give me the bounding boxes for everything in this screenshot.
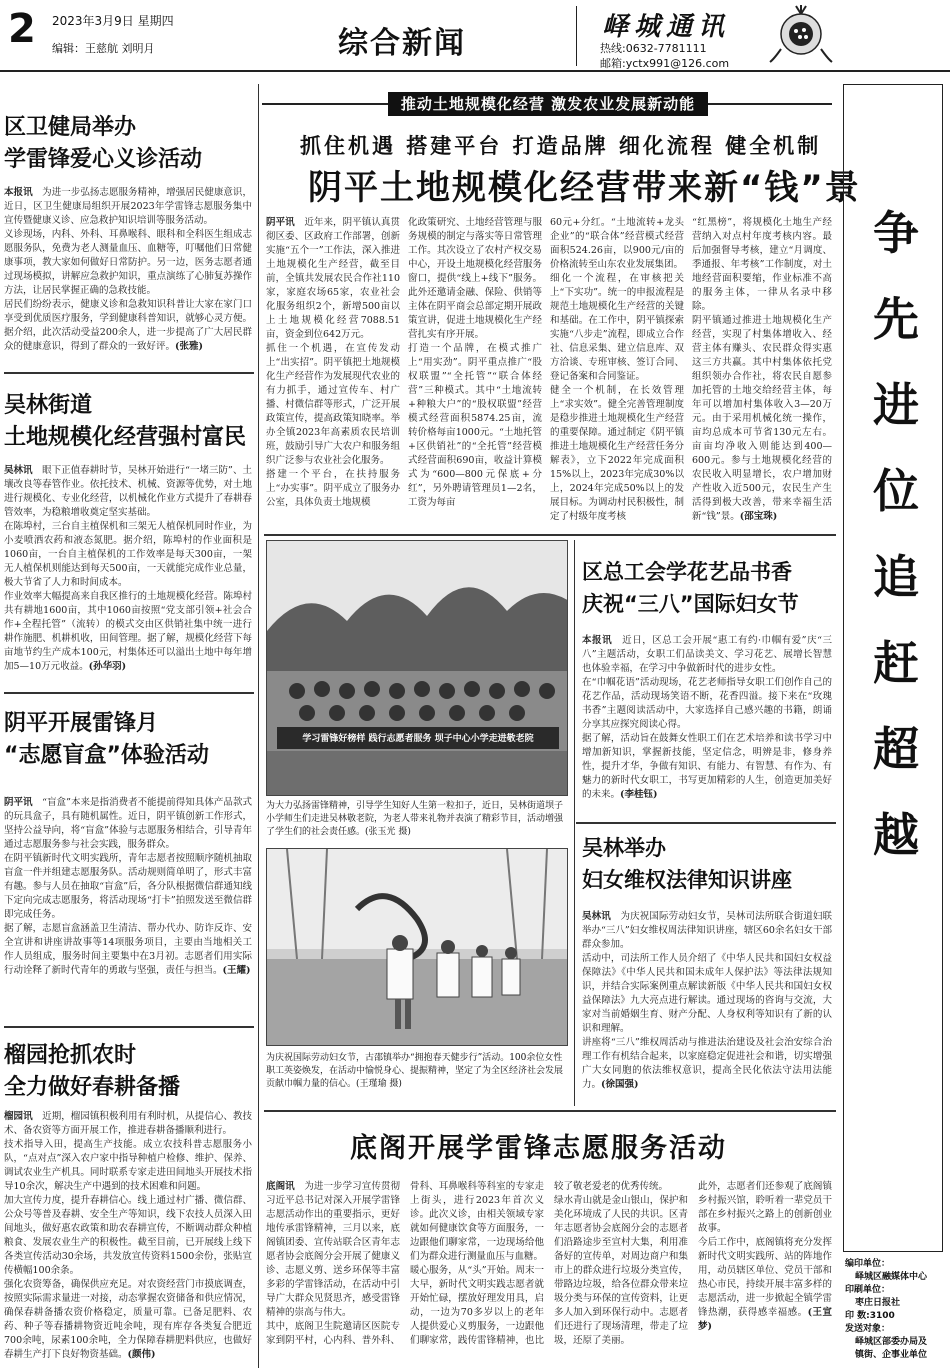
article-text: 近期，榴园镇积极利用有利时机，从提信心、教技术、备农资等方面开展工作，推进春耕备播顺利进行。 技术指导入田，提高生产技能。成立农技科普志愿服务小队，“点对点”深入农户家中指导种植户检修、维护、保养、调试农业生产机具。同时联系专家走进田间地头开展技术指导10余次，解决生产中遇到的技术困难和问题。 加大宣传力度，提升春耕信心。线上通过村广播、微信群、公众号等普及春耕、安全生产等知识，线下农技人员深入田间地头，做好惠农政策和助农春耕宣传，不断调动群众种植粮食、发展农业生产的积极性。截至目前，已开展线上线下各类宣传活动30余场，共发放宣传资料1500余份，张贴宣传横幅100余条。 强化农资筹备，确保供应充足。对农资经营门市摸底调查，按照实际需求量进一对接，动态掌握农资储备和供应情况，确保春耕备播农资价格稳定，质量可靠。已备足肥料、农药、种子等春播耕物资近吨余吨，现有库存各类复合肥近700余吨，尿素100余吨，全力保障春耕肥料供应，也做好春耕生产打下良好物资基础。 — [4, 1111, 252, 1360]
imprint-line: 峄城区部委办局及 — [855, 1337, 928, 1347]
article-title-line-1: 阴平开展雷锋月 — [4, 711, 159, 736]
article-title-line-1: 榴园抢抓农时 — [4, 1043, 137, 1068]
article-text: 为庆祝国际劳动妇女节，吴林司法所联合街道妇联举办“三八”妇女维权周法律知识讲座，辖区60余名妇女干部群众参加。 活动中，司法所工作人员介绍了《中华人民共和国妇女权益保障法》《中华人民共和国未成年人保护法》等法律法规知识，并结合实际案例重点解读新版《中华人民共和国妇女权益保障法》九大亮点进行解读。通过现场的咨询与交流，大家对当前婚姻生育、财产分配、人身权利等知识有了新的认识和理解。 讲座将“三八”维权周活动与推进法治建设及社会治安综合治理工作有机结合起来，以家庭稳定促进社会和谐，切实增强广大女同胞的依法维权意识，提高全民化依法守法用法能力。 — [582, 911, 832, 1090]
caption-text: 为庆祝国际劳动妇女节，古邵镇举办“拥抱春天健步行”活动。100余位女性职工英姿焕发，在活动中愉悦身心、提振精神，坚定了为全区经济社会发展贡献巾帼力量的信心。 — [266, 1053, 564, 1089]
photo-credit: (王瑾瑜 摄) — [356, 1079, 402, 1089]
article-title-line-1: 区卫健局举办 — [4, 115, 137, 140]
dateline: 吴林讯 — [4, 465, 33, 476]
main-kicker: 抓住机遇 搭建平台 打造品牌 细化流程 健全机制 — [300, 134, 822, 158]
article-title-line-2: 妇女维权法律知识讲座 — [582, 868, 792, 892]
email: 邮箱:yctx991@126.com — [600, 57, 730, 70]
byline: (徐国强) — [601, 1079, 639, 1090]
article-body — [582, 634, 832, 814]
article-text: 为进一步学习宣传贯彻习近平总书记对深入开展学雷锋志愿活动作出的重要指示，更好地传承雷锋精神，三月以来，底阁镇团委、宣传站联合区青年志愿者协会底阁分会开展了健康义诊、志愿义剪、送乡环保等丰富多彩的学雷锋活动，在活动中引导广大群众见贤思齐，感受雷锋精神的崇高与伟大。 其中，底阁卫生院邀请区医院专家到阴平村，心内科、普外科、骨科、耳鼻喉科等科室的专家走上街头，进行2023年首次义诊。此次义诊，由相关领域专家就如何健康饮食等方面服务，一边跟他们聊家常，一边现场给他们为群众进行测量血压与血糖。 暖心服务，从“头”开始。周末一大早，新时代文明实践志愿者就开始忙碌，摆放好理发用具，启动，一边为70多岁以上的老年人提供爱心义剪服务，一边跟他们聊家常，践传雷锋精神，也比较了敬老爱老的优秀传统。 绿水青山就是金山银山，保护和美化环境成了人民的共识。区青年志愿者协会底阁分会的志愿者们沿路途步至宣村大集，利用准备好的宣传单，对周边商户和集市上的群众进行垃圾分类宣传，带路边垃圾，给各位群众带来垃圾分类与环保的宣传资料，让更多人加入到环保行动中。志愿者们还进行了现场清理，带走了垃圾，还原了美丽。 此外，志愿者们还参观了底阁镇乡村振兴馆，聆听着一辈党员干部在乡村振兴之路上的创新创业故事。 今后工作中，底阁镇将充分发挥新时代文明实践所、站的阵地作用，动员辖区单位、党员干部和热心市民，持续开展丰富多样的志愿活动，进一步掀起全镇学雷锋热潮，获得感幸福感。 — [266, 1181, 832, 1346]
photo-credit: (张玉光 摄) — [365, 827, 411, 837]
bottom-article-body — [266, 1180, 832, 1366]
divider — [4, 372, 254, 374]
imprint-line: 印刷单位： — [845, 1285, 891, 1295]
article-body — [4, 1110, 252, 1366]
dateline: 吴林讯 — [582, 911, 611, 922]
byline: (王宣梦) — [698, 1307, 832, 1332]
photo-illustration — [267, 849, 568, 1046]
bottom-headline: 底阁开展学雷锋志愿服务活动 — [350, 1133, 727, 1164]
dateline: 阴平讯 — [266, 217, 295, 228]
article-text: “盲盒”本来是指消费者不能提前得知具体产品款式的玩具盒子，具有随机属性。近日，阴平镇创新工作形式，坚持公益导向，将“盲盒”体验与志愿服务相结合，引导青年通过志愿服务参与社会实践，服务群众。 在阴平镇新时代文明实践所，青年志愿者按照顺序随机抽取盲盒一件并组建志愿服务队。活动规则简单明了，形式丰富有趣。参与人员在抽取“盲盒”后，各分队根据微信群通知线下定向完成志愿服务，将活动现场“打卡”拍照发送至微信群即完成任务。 据了解，志愿盲盒涵盖卫生清洁、帮办代办、防诈反诈、安全宣讲和讲座讲故事等14项服务项目，主要由当地相关工作人员组成，服务时间主要集中在3月初。志愿者们用实际行动诠释了新时代青年的勇敢与坚强，责任与担当。 — [4, 797, 252, 976]
byline: (张雅) — [175, 341, 204, 352]
article-title-line-2: 学雷锋爱心义诊活动 — [4, 147, 203, 172]
article-title-line-2: 土地规模化经营强村富民 — [4, 425, 247, 450]
topic-banner: 推动土地规模化经营 激发农业发展新动能 — [388, 92, 708, 116]
photo-womens-walk — [266, 848, 568, 1046]
dateline: 底阁讯 — [266, 1181, 295, 1192]
byline: (邵宝珠) — [739, 511, 778, 522]
photo-caption — [266, 1052, 568, 1091]
header-divider — [576, 6, 577, 66]
article-title-line-2: “志愿盲盒”体验活动 — [4, 743, 209, 768]
pomegranate-logo-icon — [766, 4, 836, 66]
article-left-1 — [4, 112, 254, 176]
byline: (颜伟) — [127, 1349, 156, 1360]
byline: (孙华羽) — [88, 661, 127, 672]
photo-banner-text: 学习雷锋好榜样 践行志愿者服务 坝子中心小学走进敬老院 — [302, 734, 534, 744]
caption-text: 为大力弘扬雷锋精神，引导学生知好人生第一粒扣子，近日，吴林街道坝子小学师生们走进吴林敬老院，为老人带来礼物并表演了精彩节目，活动增强了学生们的社会责任感。 — [266, 801, 564, 837]
imprint-line: 镇街、企事业单位 — [855, 1350, 928, 1360]
article-title-line-1: 区总工会学花艺品书香 — [582, 560, 792, 584]
byline: (王耀) — [222, 965, 251, 976]
dateline: 榴园讯 — [4, 1111, 33, 1122]
editors: 编辑：王慈航 刘明月 — [52, 42, 155, 55]
imprint-line: 编印单位： — [845, 1259, 891, 1269]
article-body — [4, 796, 252, 1014]
divider — [576, 822, 836, 824]
column-rule — [258, 84, 259, 1368]
article-title-line-2: 全力做好春耕备播 — [4, 1075, 181, 1100]
main-headline: 阴平土地规模化经营带来新“钱”景 — [308, 168, 861, 208]
main-column-2: 化政策研究、土地经营管理与服务规模的制定与落实等日常管理工作。其次设立了农村产权交易中心，开设土地规模化经营服务窗口，提供“线上+线下”服务。此外还邀请金融、保险、供销等主体在阴平商会总部定期开展政策宣讲，促进土地规模化生产经营扎实有序开展。 打造一个品牌，在模式推广上“用实劲”。阴平重点推广“股权联盟”“全托管”“联合体经营”三种模式。其中“土地流转+种粮大户”的“股权联盟”经营模式经营面积5874.25亩，流转价格每亩1000元。“土地托管+区供销社”的“全托管”经营模式经营面积690亩，收益计算模式为“600—800元保底+分红”，另外聘请管理员1—2名，工资为每亩 — [408, 217, 542, 508]
article-title-line-1: 吴林街道 — [4, 393, 93, 418]
article-text: 眼下正值春耕时节，吴林开始进行“一堵三防”、土壤改良等春管作业。依托技术、机械、资源等优势，对土地进行规模化、专业化经营，以机械化作业方式提升了春耕春管效率，为稳粮增收奠定坚实基础。 在陈埠村，三台自主植保机和三架无人植保机同时作业，为小麦喷洒农药和液态氮肥。据介绍，陈埠村的作业面积是1060亩，一台自主植保机的工作效率是每天300亩，一架无人植保机则能达到每天500亩，一天就能完成作业总量，极大节省了人力和时间成本。 作业效率大幅提高来自我区推行的土地规模化经营。陈埠村共有耕地1600亩，其中1060亩按照“党支部引领+社会合作+全程托管”（流转）的模式交由区供销社集中统一进行耕作施肥、机耕机收，田间管理。据了解，规模化经营下每亩地节约生产成本100元，村集体还可以溢出土地中每年增加5—10万元收益。 — [4, 465, 252, 672]
imprint-line: 发送对象： — [845, 1324, 891, 1334]
slogan-vertical: 争先进位追赶超越 — [873, 206, 919, 862]
article-left-2 — [4, 390, 254, 454]
main-column-4 — [692, 216, 832, 528]
photo-caption — [266, 800, 568, 839]
paper-name: 峄城通讯 — [602, 12, 731, 42]
divider — [264, 1110, 836, 1112]
imprint-line: 印 数:3100 — [845, 1311, 895, 1321]
dateline: 本报讯 — [4, 187, 33, 198]
imprint — [845, 1258, 945, 1362]
page-number: 2 — [8, 6, 36, 52]
main-column-1 — [266, 216, 400, 528]
divider — [4, 1026, 254, 1028]
imprint-line: 峄城区融媒体中心 — [855, 1272, 928, 1282]
issue-date: 2023年3月9日 星期四 — [52, 14, 174, 28]
article-title-line-2: 庆祝“三八”国际妇女节 — [582, 592, 799, 616]
article-left-3 — [4, 708, 254, 772]
photo-students-nursing-home — [266, 540, 568, 796]
article-body — [582, 910, 832, 1106]
article-title-line-1: 吴林举办 — [582, 836, 666, 860]
main-column-3: 60元+分红。“土地流转+龙头企业”的“联合体”经营模式经营面积524.26亩，以900元/亩的价格流转至山东农业发展集团。 细化一个流程，在审核把关上“下实功”。统一的申报流程是规范土地规模化生产经营的关键和基础。在工作中，阴平镇探索实施“八步走”流程，即成立合作社、信息采集、建立信息库、双方洽谈、专班审核、签订合同、登记备案和合同鉴证。 健全一个机制，在长效管理上“求实效”。健全完善管理制度是稳步推进土地规模化生产经营的重要保障。通过制定《阴平镇推进土地规模化生产经营任务分解表》，立下2022年完成面积15%以上，2023年完成30%以上，2024年完成50%以上的发展目标。为调动村民积极性，制定了村级年度考核 — [550, 217, 684, 522]
divider — [4, 692, 254, 694]
article-body — [4, 464, 252, 682]
byline: (李桂钰) — [620, 789, 658, 800]
article-text: “红黑榜”，将规模化土地生产经营纳入对点村年度考核内容。最后加强督导考核，建立“月调度、季通报、年考核”工作制度，对土地经营面积要缩，作业标准不高的服务主体，一律从名录中移除。 阴平镇通过推进土地规模化生产经营，实现了村集体增收入、经营主体有赚头、农民群众得实惠这三方共赢。其中村集体依托党组织领办合作社，将农民自愿参加托管的土地交给经营主体，每年可以增加村集体收入3—20万元。由于采用机械化统一操作，亩均总成本可节省130元左右。亩亩均净收入则能达到400—600元。参与土地规模化经营的农民收入明显增长，农户增加财产性收入近500元，农民生产生活得到极大改善，带来幸福生活新“钱”景。 — [692, 217, 832, 522]
column-rule — [574, 540, 575, 1106]
photo-illustration — [267, 541, 568, 796]
dateline: 阴平讯 — [4, 797, 33, 808]
article-body — [4, 186, 252, 364]
imprint-line: 枣庄日报社 — [855, 1298, 901, 1308]
article-text: 近日，区总工会开展“惠工有约·巾帼有爱”庆“三八”主题活动，女职工们品读美文、学习花艺、展增长智慧也体验幸福，在学习中争做新时代的进步女性。 在“巾帼花语”活动现场，花艺老师指导女职工们创作自己的花艺作品，活动现场笑语不断，花香四溢。接下来在“玫瑰书香”主题阅读活动中，大家选择自己感兴趣的书籍，朗诵分享其应探究阅读心得。 据了解，活动旨在鼓舞女性职工们在艺术培养和读书学习中增加新知识，掌握新技能，坚定信念，明辨是非，修身养性，提升才华，争做有知识、有能力、有智慧、有作为、有魅力的新时代女职工，书写更加精彩的人生，创造更加美好的未来。 — [582, 635, 832, 800]
article-right-1 — [582, 556, 834, 620]
dateline: 本报讯 — [582, 635, 613, 646]
hotline: 热线:0632-7781111 — [600, 42, 707, 55]
article-text: 近年来，阴平镇认真贯彻区委、区政府工作部署，创新实施“五个一”工作法，深入推进土地规模化生产经营，截至目前，全镇共发展农民合作社110家，家庭农场65家，农业社会化服务组织2个，新增500亩以上土地规模化经营7088.51亩，资金到位642万元。 抓住一个机遇，在宣传发动上“出实招”。阴平镇把土地规模化生产经营作为发展现代农业的有力抓手，通过宣传车、村广播、村微信群等形式，广泛开展政策宣传，提高政策知晓率。举办全镇2023年高素质农民培训班，鼓励引导广大农户和服务组织广泛参与农业社会化服务。 搭建一个平台，在扶持服务上“办实事”。阴平成立了服务办公室，具体负责土地规模 — [266, 217, 400, 508]
article-left-4 — [4, 1040, 254, 1104]
article-right-2 — [582, 832, 834, 896]
section-title: 综合新闻 — [338, 26, 466, 61]
article-text: 为进一步弘扬志愿服务精神，增强居民健康意识，近日，区卫生健康局组织开展2023年学雷锋志愿服务集中宣传暨健康义诊、应急救护知识培训等服务活动。 义诊现场，内科、外科、耳鼻喉科、眼科和全科医生组成志愿服务队，免费为老人测量血压、血糖等，叮嘱他们日常健康事项，教大家如何做好日常防护。另一边，医务志愿者通过现场模拟，讲解应急救护知识，重点演练了心肺复苏操作方法，让居民掌握正确的急救技能。 居民们纷纷表示，健康义诊和急救知识科普让大家在家门口享受到优质医疗服务，学到健康科普知识，就够心灵方便。据介绍，此次活动受益200余人，进一步提高了广大居民群众的健康意识，得到了群众的一致好评。 — [4, 187, 252, 352]
divider — [264, 534, 836, 536]
